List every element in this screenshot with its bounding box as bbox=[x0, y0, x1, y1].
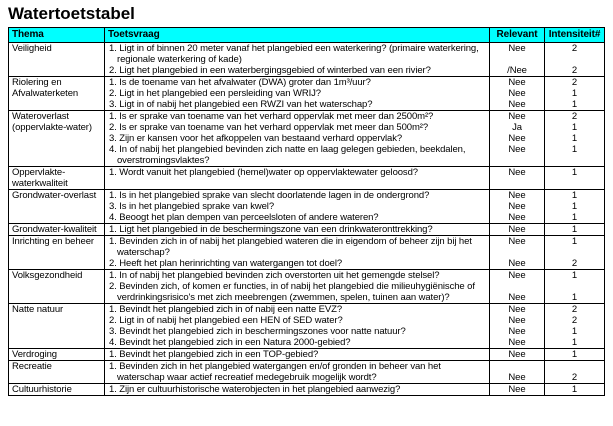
header-cell-thema: Thema bbox=[9, 28, 104, 43]
relevant-value: Nee bbox=[489, 144, 544, 166]
theme-group-grondwater-kwaliteit bbox=[9, 224, 604, 236]
relevant-value: Nee bbox=[489, 349, 544, 360]
relevant-value: Nee bbox=[489, 326, 544, 337]
header-cell-relevant: Relevant bbox=[489, 28, 544, 43]
intensity-value: 1 bbox=[544, 349, 604, 360]
watertoets-table bbox=[8, 27, 605, 396]
question-text: 1. Is de toename van het afvalwater (DWA) groter dan 1m³/uur? bbox=[104, 77, 489, 88]
relevant-value: Nee bbox=[489, 304, 544, 315]
intensity-value: 1 bbox=[544, 337, 604, 348]
theme-group-cultuurhistorie bbox=[9, 384, 604, 395]
relevant-value: Nee bbox=[489, 236, 544, 258]
relevant-value: Nee bbox=[489, 201, 544, 212]
question-text: 3. Bevindt het plangebied zich in beschermingszones voor natte natuur? bbox=[104, 326, 489, 337]
theme-name: Natte natuur bbox=[12, 304, 64, 315]
intensity-value: 2 bbox=[544, 315, 604, 326]
question-text: 1. Bevindt het plangebied zich in of nabij een natte EVZ? bbox=[104, 304, 489, 315]
intensity-value: 2 bbox=[544, 361, 604, 383]
relevant-value: Nee bbox=[489, 111, 544, 122]
intensity-value: 1 bbox=[544, 212, 604, 223]
intensity-value: 1 bbox=[544, 144, 604, 166]
intensity-value: 2 bbox=[544, 111, 604, 122]
relevant-value: Nee bbox=[489, 384, 544, 395]
question-text: 3. Ligt in of nabij het plangebied een RWZI van het waterschap? bbox=[104, 99, 489, 110]
intensity-value: 1 bbox=[544, 281, 604, 303]
theme-name: Inrichting en beheer bbox=[12, 236, 94, 247]
relevant-value: Nee bbox=[489, 270, 544, 281]
question-text: 1. Is in het plangebied sprake van slecht doorlatende lagen in de ondergrond? bbox=[104, 190, 489, 201]
intensity-value: 2 bbox=[544, 304, 604, 315]
theme-name: Recreatie bbox=[12, 361, 52, 372]
relevant-value: /Nee bbox=[489, 65, 544, 76]
theme-group-inrichting-en-beheer bbox=[9, 236, 604, 270]
intensity-value: 1 bbox=[544, 236, 604, 258]
intensity-value: 1 bbox=[544, 190, 604, 201]
relevant-value: Ja bbox=[489, 122, 544, 133]
relevant-value: Nee bbox=[489, 315, 544, 326]
question-text: 3. Zijn er kansen voor het afkoppelen van bestaand verhard oppervlak? bbox=[104, 133, 489, 144]
question-text: 2. Ligt in of nabij het plangebied een HEN of SED water? bbox=[104, 315, 489, 326]
intensity-value: 2 bbox=[544, 258, 604, 269]
intensity-value: 1 bbox=[544, 326, 604, 337]
table-header-row bbox=[9, 28, 604, 43]
question-text: 4. In of nabij het plangebied bevinden zich natte en laag gelegen gebieden, beekdalen, overstromingsvlaktes? bbox=[104, 144, 489, 166]
intensity-value: 1 bbox=[544, 122, 604, 133]
question-text: 2. Ligt in het plangebied een persleiding van WRIJ? bbox=[104, 88, 489, 99]
theme-group-natte-natuur bbox=[9, 304, 604, 349]
relevant-value: Nee bbox=[489, 99, 544, 110]
question-text: 1. Zijn er cultuurhistorische waterobjecten in het plangebied aanwezig? bbox=[104, 384, 489, 395]
question-text: 1. In of nabij het plangebied bevinden zich overstorten uit het gemengde stelsel? bbox=[104, 270, 489, 281]
relevant-value: Nee bbox=[489, 212, 544, 223]
relevant-value: Nee bbox=[489, 77, 544, 88]
question-text: 1. Bevinden zich in het plangebied watergangen en/of gronden in beheer van het waterschap waar actief recreatief medegebruik mogelijk wordt? bbox=[104, 361, 489, 383]
relevant-value: Nee bbox=[489, 88, 544, 99]
intensity-value: 1 bbox=[544, 88, 604, 99]
relevant-value: Nee bbox=[489, 133, 544, 144]
intensity-value: 1 bbox=[544, 99, 604, 110]
theme-group-verdroging bbox=[9, 349, 604, 361]
relevant-value: Nee bbox=[489, 190, 544, 201]
page-title: Watertoetstabel bbox=[8, 4, 135, 23]
question-text: 1. Ligt het plangebied in de beschermingszone van een drinkwateronttrekking? bbox=[104, 224, 489, 235]
relevant-value: Nee bbox=[489, 281, 544, 303]
question-text: 1. Bevindt het plangebied zich in een TOP-gebied? bbox=[104, 349, 489, 360]
theme-group-veiligheid bbox=[9, 43, 604, 77]
relevant-value: Nee bbox=[489, 337, 544, 348]
theme-name: Oppervlakte-waterkwaliteit bbox=[12, 167, 68, 189]
relevant-value: Nee bbox=[489, 43, 544, 65]
header-cell-toetsvraag: Toetsvraag bbox=[104, 28, 489, 43]
theme-name: Volksgezondheid bbox=[12, 270, 83, 281]
theme-group-grondwater-overlast bbox=[9, 190, 604, 224]
intensity-value: 2 bbox=[544, 65, 604, 76]
question-text: 2. Heeft het plan herinrichting van watergangen tot doel? bbox=[104, 258, 489, 269]
theme-name: Grondwater-overlast bbox=[12, 190, 97, 201]
question-text: 2. Bevinden zich, of komen er functies, in of nabij het plangebied die milieuhygiënische of verdrinkingsrisico's met zich meebrengen (zwemmen, spelen, tuinen aan water)? bbox=[104, 281, 489, 303]
intensity-value: 1 bbox=[544, 384, 604, 395]
relevant-value: Nee bbox=[489, 167, 544, 189]
theme-group-recreatie bbox=[9, 361, 604, 384]
theme-name: Cultuurhistorie bbox=[12, 384, 72, 395]
question-text: 1. Wordt vanuit het plangebied (hemel)water op oppervlaktewater geloosd? bbox=[104, 167, 489, 189]
header-cell-intensiteit: Intensiteit# bbox=[544, 28, 604, 43]
theme-group-wateroverlast-oppervlakte-water bbox=[9, 111, 604, 167]
theme-name: Veiligheid bbox=[12, 43, 52, 54]
theme-group-riolering-en-afvalwaterketen bbox=[9, 77, 604, 111]
intensity-value: 1 bbox=[544, 224, 604, 235]
theme-name: Grondwater-kwaliteit bbox=[12, 224, 97, 235]
question-text: 1. Ligt in of binnen 20 meter vanaf het plangebied een waterkering? (primaire waterkering, regionale waterkering of kade) bbox=[104, 43, 489, 65]
intensity-value: 1 bbox=[544, 201, 604, 212]
intensity-value: 2 bbox=[544, 77, 604, 88]
question-text: 1. Is er sprake van toename van het verhard oppervlak met meer dan 2500m²? bbox=[104, 111, 489, 122]
question-text: 2. Ligt het plangebied in een waterbergingsgebied of winterbed van een rivier? bbox=[104, 65, 489, 76]
relevant-value: Nee bbox=[489, 361, 544, 383]
theme-group-volksgezondheid bbox=[9, 270, 604, 304]
relevant-value: Nee bbox=[489, 258, 544, 269]
intensity-value: 1 bbox=[544, 270, 604, 281]
theme-group-oppervlakte-waterkwaliteit bbox=[9, 167, 604, 190]
theme-name: Verdroging bbox=[12, 349, 57, 360]
question-text: 4. Beoogt het plan dempen van perceelsloten of andere wateren? bbox=[104, 212, 489, 223]
question-text: 4. Bevindt het plangebied zich in een Natura 2000-gebied? bbox=[104, 337, 489, 348]
question-text: 1. Bevinden zich in of nabij het plangebied wateren die in eigendom of beheer zijn bij het waterschap? bbox=[104, 236, 489, 258]
question-text: 2. Is er sprake van toename van het verhard oppervlak met meer dan 500m²? bbox=[104, 122, 489, 133]
intensity-value: 2 bbox=[544, 43, 604, 65]
theme-name: Wateroverlast (oppervlakte-water) bbox=[12, 111, 92, 133]
question-text: 3. Is in het plangebied sprake van kwel? bbox=[104, 201, 489, 212]
relevant-value: Nee bbox=[489, 224, 544, 235]
intensity-value: 1 bbox=[544, 133, 604, 144]
intensity-value: 1 bbox=[544, 167, 604, 189]
theme-name: Riolering en Afvalwaterketen bbox=[12, 77, 79, 99]
